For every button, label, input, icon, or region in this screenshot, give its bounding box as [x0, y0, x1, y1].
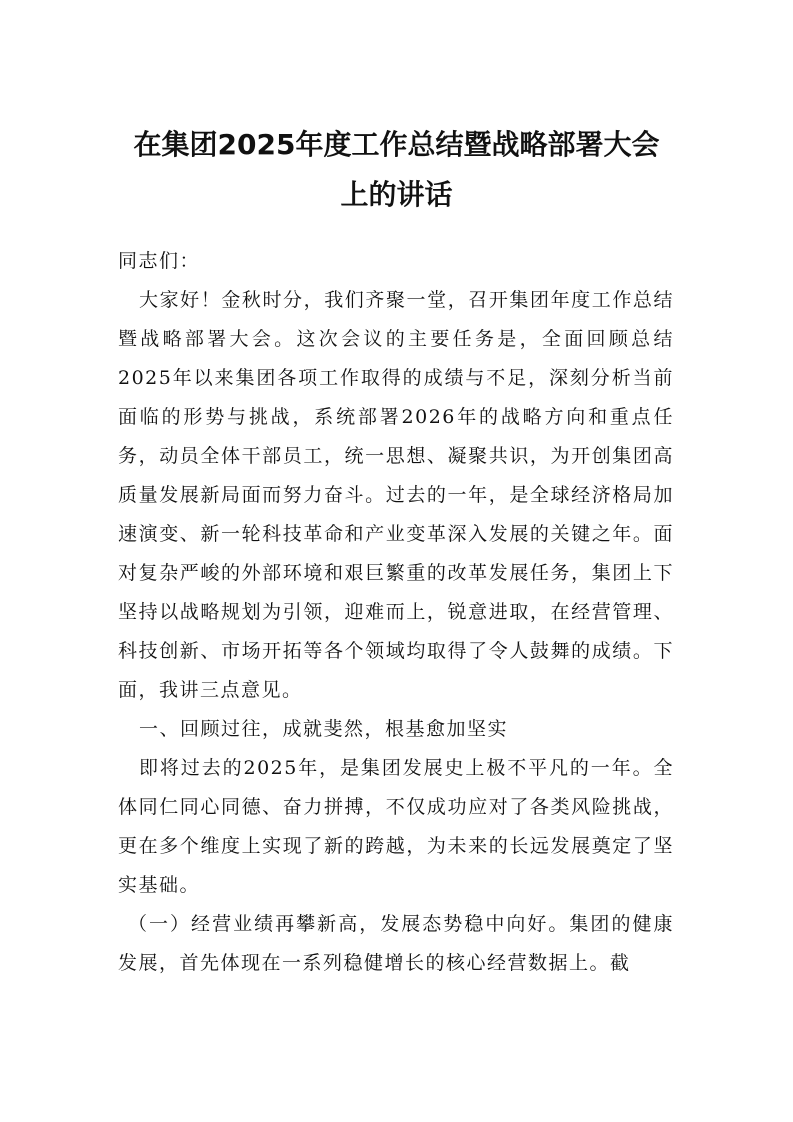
title-line-2: 上的讲话 — [340, 178, 453, 211]
document-title — [110, 120, 683, 220]
subsection-1-paragraph: （一）经营业绩再攀新高，发展态势稳中向好。集团的健康发展，首先体现在一系列稳健增长的核心经营数据上。截 — [118, 913, 674, 974]
section-heading-1: 一、回顾过往，成就斐然，根基愈加坚实 — [139, 718, 509, 740]
intro-paragraph: 大家好！金秋时分，我们齐聚一堂，召开集团年度工作总结暨战略部署大会。这次会议的主要任务是，全面回顾总结2025年以来集团各项工作取得的成绩与不足，深刻分析当前面临的形势与挑战，系统部署2026年的战略方向和重点任务，动员全体干部员工，统一思想、凝聚共识，为开创集团高质量发展新局面而努力奋斗。过去的一年，是全球经济格局加速演变、新一轮科技革命和产业变革深入发展的关键之年。面对复杂严峻的外部环境和艰巨繁重的改革发展任务，集团上下坚持以战略规划为引领，迎难而上，锐意进取，在经营管理、科技创新、市场开拓等各个领域均取得了令人鼓舞的成绩。下面，我讲三点意见。 — [118, 289, 674, 701]
greeting: 同志们： — [118, 250, 201, 272]
section-1-paragraph: 即将过去的2025年，是集团发展史上极不平凡的一年。全体同仁同心同德、奋力拼搏，不仅成功应对了各类风险挑战，更在多个维度上实现了新的跨越，为未来的长远发展奠定了坚实基础。 — [118, 757, 674, 896]
document-body — [118, 242, 674, 983]
title-line-1: 在集团2025年度工作总结暨战略部署大会 — [133, 128, 660, 161]
